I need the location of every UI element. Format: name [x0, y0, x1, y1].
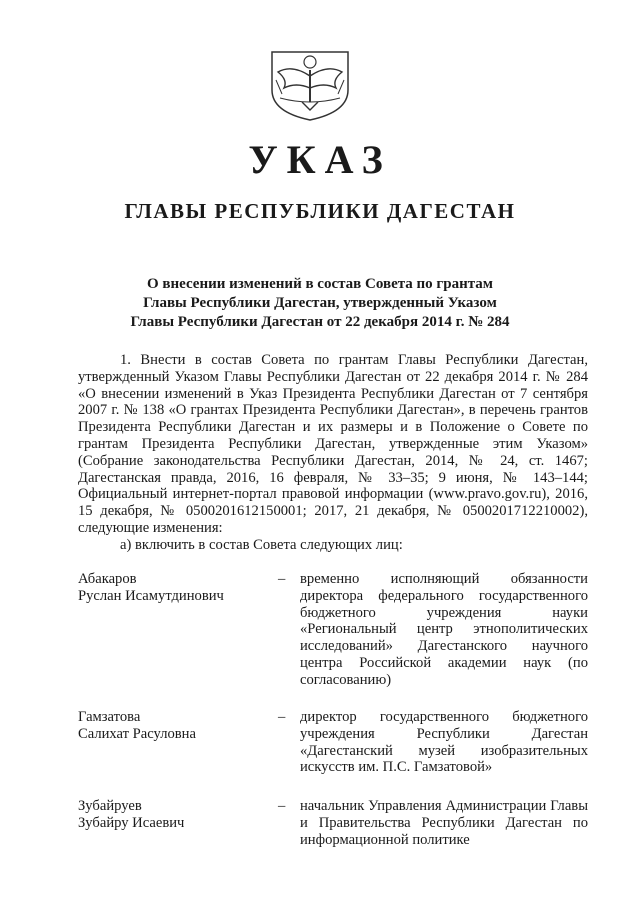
person-surname: Зубайруев — [78, 798, 142, 814]
person-name — [78, 709, 268, 743]
subitem-a: а) включить в состав Совета следующих лиц: — [120, 536, 403, 553]
heading-line: Главы Республики Дагестан, утвержденный Указом — [143, 295, 497, 311]
person-given-name: Салихат Расуловна — [78, 725, 196, 742]
document-heading — [100, 275, 540, 332]
document-title: УКАЗ — [248, 137, 392, 182]
dash-separator: – — [278, 798, 286, 814]
coat-of-arms-emblem-icon — [262, 42, 358, 122]
person-surname: Гамзатова — [78, 709, 141, 725]
heading-line: Главы Республики Дагестан от 22 декабря 2014 г. № 284 — [130, 314, 510, 330]
dash-separator: – — [278, 709, 286, 725]
person-position: временно исполняющий обязанности директора федерального государственного бюджетного учреждения науки «Региональный центр этнополитических исследований» Дагестанского научного центра Российской академии наук (по согласованию) — [300, 571, 588, 688]
person-given-name: Зубайру Исаевич — [78, 814, 185, 831]
paragraph-1: 1. Внести в состав Совета по грантам Главы Республики Дагестан, утвержденный Указом Главы Республики Дагестан от 22 декабря 2014 г. № 284 «О внесении изменений в Указ Президента Республики Дагестан от 7 сентября 2007 г. № 138 «О грантах Президента Республики Дагестан», в перечень грантов Президента Республики Дагестан и их размеры и в Положение о Совете по грантам Президента Республики Дагестан, утвержденные этим Указом» (Собрание законодательства Республики Дагестан, 2014, № 24, ст. 1467; Дагестанская правда, 2016, 16 февраля, № 33–35; 9 июня, № 143–144; Официальный интернет-портал правовой информации (www.pravo.gov.ru), 2016, 15 декабря, № 0500201612150001; 2017, 21 декабря, № 0500201712210002), следующие изменения: — [78, 352, 588, 536]
document-body — [78, 352, 588, 554]
person-given-name: Руслан Исамутдинович — [78, 587, 224, 604]
document-subtitle: ГЛАВЫ РЕСПУБЛИКИ ДАГЕСТАН — [124, 199, 516, 223]
heading-line: О внесении изменений в состав Совета по грантам — [146, 276, 494, 292]
person-position: начальник Управления Администрации Главы и Правительства Республики Дагестан по информационной политике — [300, 798, 588, 848]
dash-separator: – — [278, 571, 286, 587]
person-name — [78, 798, 268, 832]
person-surname: Абакаров — [78, 571, 137, 587]
person-name — [78, 571, 268, 605]
person-position: директор государственного бюджетного учреждения Республики Дагестан «Дагестанский музей изобразительных искусств им. П.С. Гамзатовой» — [300, 709, 588, 776]
